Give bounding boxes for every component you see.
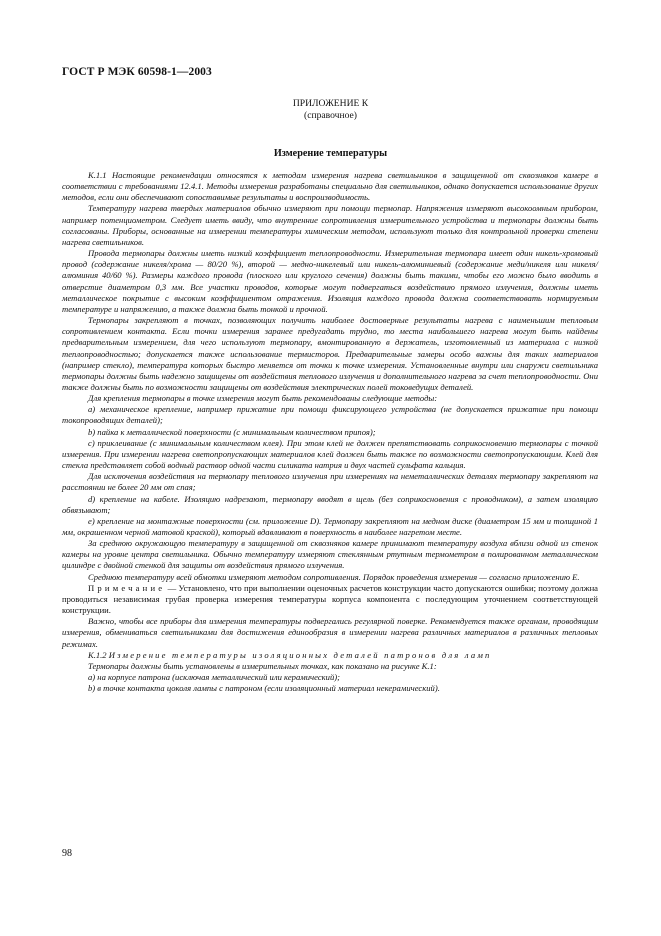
note-paragraph: [62, 583, 598, 616]
list-item: с) приклеивание (с минимальным количеством клея). При этом клей не должен препятствовать соприкосновению термопары с точкой измерения. При измерении нагрева светопропускающих материалов клей должен быть также по возможности светопропускающим. Клей для стекла представляет собой водный раствор одной части силиката натрия и двух частей сульфата кальция.: [62, 437, 598, 471]
paragraph: Термопары должны быть установлены в измерительных точках, как показано на рисунке К.1:: [88, 660, 437, 671]
paragraph: Для крепления термопары в точке измерения могут быть рекомендованы следующие методы:: [88, 393, 438, 404]
list-item: b) пайка к металлической поверхности (с минимальным количеством припоя);: [88, 426, 376, 437]
annex-subtitle: (справочное): [304, 110, 357, 121]
list-item: d) крепление на кабеле. Изоляцию надрезают, термопару вводят в щель (без соприкосновения с проводником), а затем изоляцию обвязывают;: [62, 493, 598, 515]
standard-header: ГОСТ Р МЭК 60598-1—2003: [62, 66, 212, 78]
section-title: Измерение температуры: [273, 148, 388, 159]
subsection-title: Измерение температуры изоляционных деталей патронов для ламп: [108, 649, 492, 660]
annex-title: ПРИЛОЖЕНИЕ К: [292, 98, 369, 109]
paragraph: За среднюю окружающую температуру в защищенной от сквозняков камере принимают температуру воздуха вблизи одной из стенок камеры на уровне центра светильника. Обычно температуру измеряют стеклянным ртутным термометром в полированном металлическом цилиндре с двойной стенкой для защиты от воздействия прямого излучения.: [62, 538, 598, 571]
body-text: [62, 170, 598, 694]
list-item: а) на корпусе патрона (исключая металлический или керамический);: [88, 672, 340, 683]
subsection-heading: [62, 650, 598, 661]
paragraph: Важно, чтобы все приборы для измерения температуры подвергались регулярной поверке. Рекомендуется также органам, проводящим измерения, обмениваться светильниками для достижения единообразия в измерении нагрева различных материалов в различных тепловых режимах.: [62, 616, 598, 649]
list-item: b) в точке контакта цоколя лампы с патроном (если изоляционный материал некерамический).: [88, 683, 440, 694]
paragraph: Температуру нагрева твердых материалов обычно измеряют при помощи термопар. Напряжения измеряют высокоомным прибором, например потенциометром. Следует иметь ввиду, что внутренние сопротивления измерительного устройства и термопары должны быть согласованы. Приборы, основанные на измерении температуры химическим методом, используют только для контрольной проверки степени нагрева светильников.: [62, 203, 598, 247]
paragraph: Провода термопары должны иметь низкий коэффициент теплопроводности. Измерительная термопара имеет один никель-хромовый провод (содержание никеля/хрома — 80/20 %), второй — медно-никелевый или никель-алюминиевый (содержание меди/никеля или никеля/алюминия 40/60 %). Размеры каждого провода (плоского или круглого сечения) должны быть такими, чтобы его можно было вводить в отверстие диаметром 0,3 мм. Все участки проводов, которые могут подвергаться воздействию прямого излучения, должны иметь металлическое покрытие с высоким коэффициентом отражения. Изоляция каждого провода должна соответствовать нормируемым температуре и напряжению, а также должна быть тонкой и прочной.: [62, 248, 598, 314]
note-text: — Установлено, что при выполнении оценочных расчетов конструкции часто допускаются ошибки; поэтому должна проводиться независимая грубая проверка измерения температуры корпуса компонента с последующим уточнением соответствующей конструкции.: [62, 582, 598, 616]
annex-heading: [0, 98, 661, 122]
page-number: 98: [62, 848, 72, 859]
paragraph: Для исключения воздействия на термопару теплового излучения при измерениях на неметаллических деталях термопару закрепляют на расстоянии не более 20 мм от спая;: [62, 471, 598, 493]
paragraph: К.1.1 Настоящие рекомендации относятся к методам измерения нагрева светильников в защищенной от сквозняков камере в соответствии с требованиями 12.4.1. Методы измерения разработаны специально для светильников, однако допускается использование других методов, если они обеспечивают сопоставимые результаты и воспроизводимость.: [62, 170, 598, 203]
paragraph: Термопары закрепляют в точках, позволяющих получить наиболее достоверные результаты нагрева с наименьшим тепловым сопротивлением контакта. Если точки измерения заранее предугадать трудно, то места наибольшего нагрева могут быть найдены предварительным измерением, для чего используют термопару, вмонтированную в держатель, изготовленный из материала с низкой теплопроводностью; допускается также использование термисторов. Предварительные замеры особо важны для таких материалов (например стекло), температура которых быстро меняется от точки к точке измерения. Установленные внутри или снаружи светильника термопары должны быть надежно защищены от воздействия теплового излучения и дополнительного нагрева за счет теплопроводности. Они также должны быть по возможности защищены от воздействия электрических полей токоведущих деталей.: [62, 315, 598, 392]
list-item: е) крепление на монтажные поверхности (см. приложение D). Термопару закрепляют на медном диске (диаметром 15 мм и толщиной 1 мм, окрашенном черной матовой краской), который вдавливают в поверхность в наиболее нагретом месте.: [62, 515, 598, 537]
paragraph: Среднюю температуру всей обмотки измеряют методом сопротивления. Порядок проведения измерения — согласно приложению Е.: [88, 571, 580, 582]
subsection-number: К.1.2: [88, 649, 107, 660]
note-label: Примечание: [88, 582, 166, 593]
list-item: а) механическое крепление, например прижатие при помощи фиксирующего устройства (не допускается прижатие при помощи токопроводящих деталей);: [62, 404, 598, 426]
